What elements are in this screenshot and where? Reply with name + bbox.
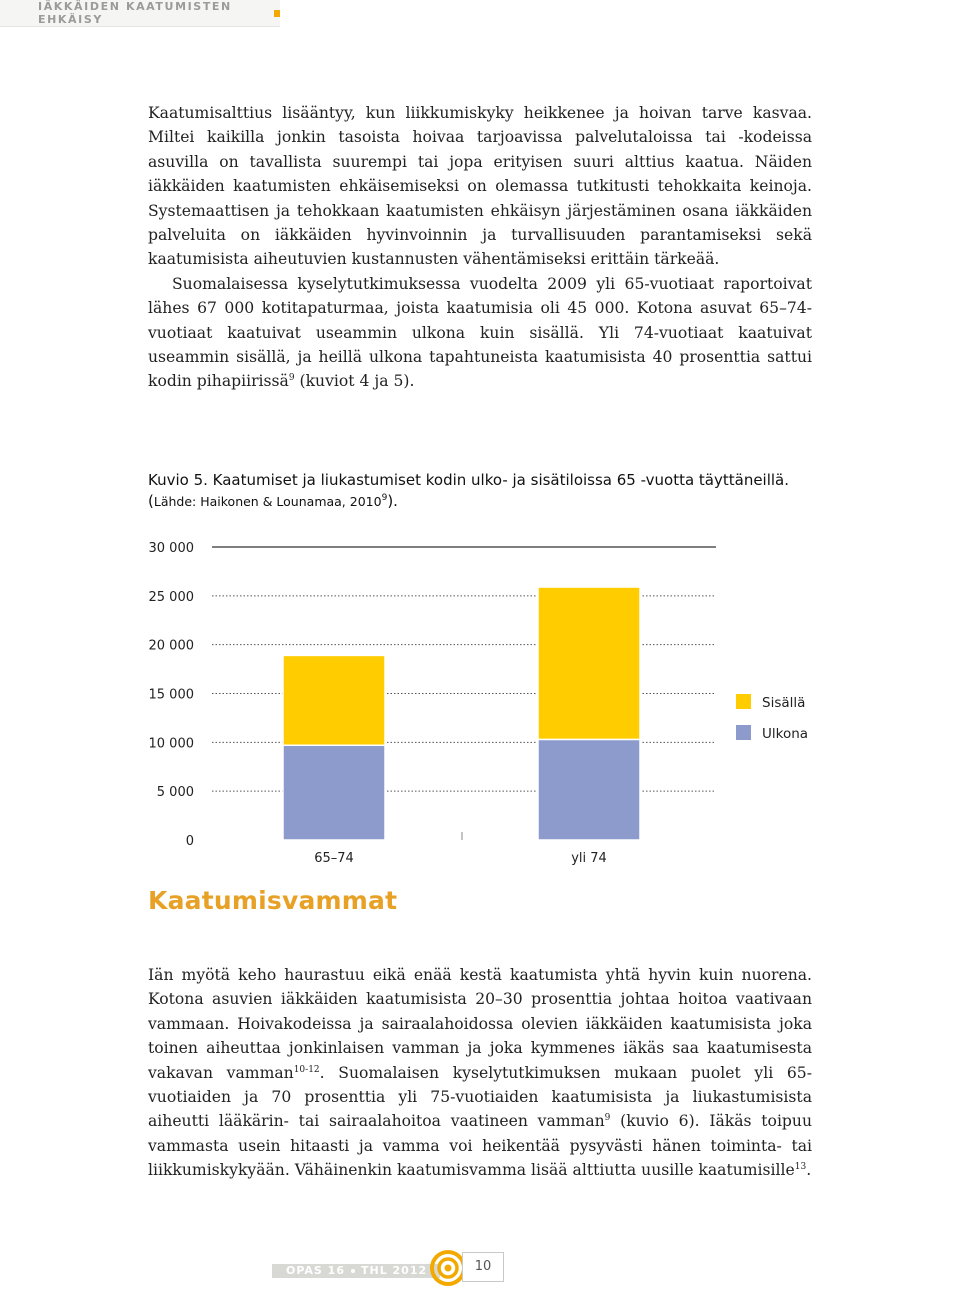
intro-text: [148, 101, 812, 394]
section-text-d: .: [806, 1161, 812, 1180]
figure-caption-end: ).: [387, 492, 398, 510]
y-tick-label: 5 000: [156, 785, 194, 801]
footnote-ref: 9: [288, 373, 295, 384]
bar-segment: [283, 745, 385, 840]
running-header-label: IÄKKÄIDEN KAATUMISTEN EHKÄISY: [38, 0, 232, 26]
figure-caption-source: Lähde: Haikonen & Lounamaa, 2010: [153, 494, 382, 509]
header-accent-square: [274, 10, 280, 17]
section-body: [148, 963, 812, 1183]
legend-swatch: [736, 694, 751, 709]
legend-swatch: [736, 725, 751, 740]
footnote-ref: 10-12: [293, 1064, 320, 1075]
section-text-b: . Suomalaisen kyselytutkimuksen mukaan puolet yli 65-vuotiaiden ja 70 prosenttia yli 75-vuotiaiden kaatumisista ja liukastumisista aiheutti lääkärin- tai sairaalahoitoa vaatineen vamman: [148, 1063, 812, 1131]
figure-caption-footnote: 9: [381, 493, 388, 503]
section-heading: Kaatumisvammat: [148, 886, 398, 915]
running-header: [0, 0, 280, 27]
footnote-ref: 13: [794, 1162, 807, 1173]
x-tick-label: yli 74: [571, 851, 607, 866]
section-paragraph: [148, 963, 812, 1183]
intro-paragraph-1: Kaatumisalttius lisääntyy, kun liikkumiskyky heikkenee ja hoivan tarve kasvaa. Miltei kaikilla jonkin tasoista hoivaa tarjoavissa palvelutaloissa tai -kodeissa asuvilla on tavallista suurempi tai jopa erityisen suuri alttius kaatua. Näiden iäkkäiden kaatumisten ehkäisemiseksi on olemassa tutkitusti tehokkaita keinoja. Systemaattisen ja tehokkaan kaatumisten ehkäisyn järjestäminen osana iäkkäiden palveluita on iäkkäiden hyvinvoinnin ja turvallisuuden parantamiseksi sekä kaatumisista aiheutuvien kustannusten vähentämiseksi erittäin tärkeää.: [148, 104, 812, 269]
footer-series: OPAS 16: [286, 1264, 345, 1277]
y-tick-label: 15 000: [148, 687, 194, 703]
bar-segment: [283, 655, 385, 745]
y-tick-label: 30 000: [148, 541, 194, 556]
footer-publication: [286, 1264, 427, 1278]
section-text-a: Iän myötä keho haurastuu eikä enää kestä kaatumista yhtä hyvin kuin nuorena. Kotona asuvien iäkkäiden kaatumisista 20–30 prosenttia johtaa hoitoa vaativaan vammaan. Hoivakodeissa ja sairaalahoidossa olevien iäkkäiden kaatumisista joka toinen aiheuttaa jonkinlaisen vamman ja joka kymmenes iäkäs saa kaatumisesta vakavan vamman: [148, 966, 812, 1082]
legend-label: Ulkona: [762, 726, 809, 742]
legend-label: Sisällä: [762, 695, 806, 711]
footnote-ref: 9: [604, 1113, 611, 1124]
y-tick-label: 25 000: [148, 589, 194, 605]
intro-paragraph-2-main: Suomalaisessa kyselytutkimuksessa vuodelta 2009 yli 65-vuotiaat raportoivat lähes 67 000 kotitapaturmaa, joista kaatumisia oli 45 000. Kotona asuvat 65–74-vuotiaat kaatuivat useammin ulkona kuin sisällä. Yli 74-vuotiaat kaatuivat useammin sisällä, ja heillä ulkona tapahtuneista kaatumisista 40 prosenttia sattui kodin pihapiirissä: [148, 274, 812, 391]
page-number: 10: [462, 1252, 504, 1282]
figure-caption-main: Kuvio 5. Kaatumiset ja liukastumiset kodin ulko- ja sisätiloissa 65 -vuotta täyttäneillä. (: [148, 471, 790, 510]
x-tick-label: 65–74: [314, 851, 354, 866]
figure-caption: [148, 470, 812, 512]
footer-separator-dot: [351, 1269, 355, 1273]
intro-paragraph-2: [148, 272, 812, 394]
section-text-c: (kuvio 6). Iäkäs toipuu vammasta usein hitaasti ja vamma voi heikentää pysyvästi hänen toiminta- tai liikkumiskykyään. Vähäinenkin kaatumisvamma lisää alttiutta uusille kaatumisille: [148, 1112, 813, 1180]
footer-publisher: THL 2012: [360, 1264, 428, 1277]
y-tick-label: 0: [185, 834, 194, 849]
bar-segment: [538, 587, 640, 739]
y-tick-label: 20 000: [148, 638, 194, 654]
intro-paragraph-2-end: (kuviot 4 ja 5).: [294, 372, 415, 391]
y-tick-label: 10 000: [148, 736, 194, 752]
bar-segment: [538, 739, 640, 840]
